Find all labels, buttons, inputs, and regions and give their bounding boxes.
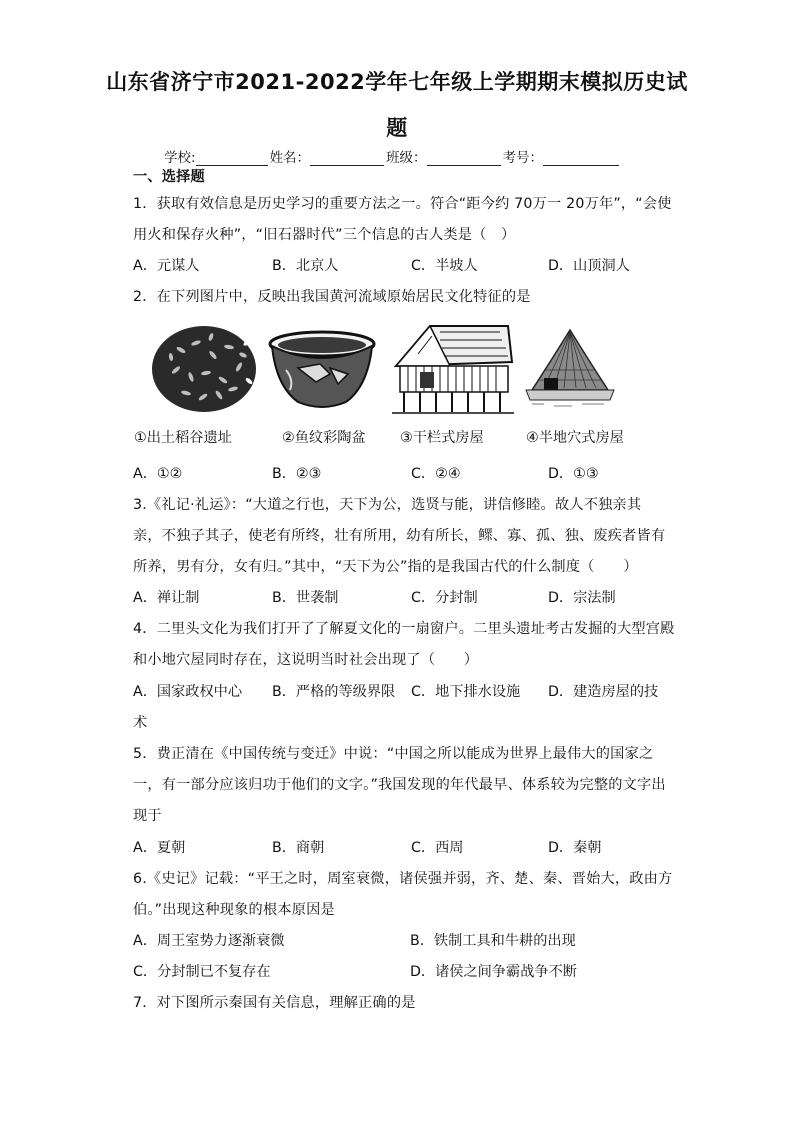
- caption-2: ②鱼纹彩陶盆: [282, 430, 366, 446]
- question-6-text: 6.《史记》记载：“平王之时，周室衰微，诸侯强并弱，齐、楚、秦、晋始大，政由方: [133, 871, 673, 887]
- question-1-text-cont: 用火和保存火种”，“旧石器时代”三个信息的古人类是（ ）: [133, 227, 516, 243]
- question-6-text-cont: 伯。”出现这种现象的根本原因是: [133, 902, 335, 918]
- q1-option-b[interactable]: B．北京人: [272, 258, 339, 274]
- question-5-text-cont: 一，有一部分应该归功于他们的文字。”我国发现的年代最早、体系较为完整的文字出: [133, 777, 666, 793]
- q3-option-b[interactable]: B．世袭制: [272, 590, 339, 606]
- q4-option-d[interactable]: D．建造房屋的技: [548, 684, 659, 700]
- question-3-text: 3.《礼记·礼运》：“大道之行也，天下为公，选贤与能，讲信修睦。故人不独亲其: [133, 497, 642, 513]
- question-1-text: 1．获取有效信息是历史学习的重要方法之一。符合“距今约 70万一 20万年”，“会使: [133, 196, 672, 212]
- question-5-text: 5．费正清在《中国传统与变迁》中说：“中国之所以能成为世界上最伟大的国家之: [133, 746, 654, 762]
- fish-pottery-basin-image: [268, 330, 376, 412]
- q6-option-a[interactable]: A．周王室势力逐渐衰微: [133, 933, 285, 949]
- exam-no-label: 考号：: [502, 150, 544, 166]
- caption-1: ①出土稻谷遗址: [134, 430, 232, 446]
- rice-grain-image: [151, 325, 257, 413]
- q4-option-b[interactable]: B．严格的等级界限: [272, 684, 396, 700]
- page-title: 山东省济宁市2021-2022学年七年级上学期期末模拟历史试: [106, 70, 688, 94]
- q1-option-d[interactable]: D．山顶洞人: [548, 258, 630, 274]
- q3-option-a[interactable]: A．禅让制: [133, 590, 200, 606]
- q5-option-c[interactable]: C．西周: [411, 840, 464, 856]
- q1-option-a[interactable]: A．元谋人: [133, 258, 200, 274]
- q2-option-d[interactable]: D．①③: [548, 466, 599, 482]
- q5-option-a[interactable]: A．夏朝: [133, 840, 186, 856]
- class-field[interactable]: [427, 151, 501, 166]
- q3-option-d[interactable]: D．宗法制: [548, 590, 616, 606]
- school-label: 学校:: [164, 150, 196, 166]
- class-label: 班级：: [386, 150, 427, 166]
- name-label: 姓名：: [269, 150, 311, 166]
- student-info-row: [164, 146, 621, 166]
- caption-3: ③干栏式房屋: [400, 430, 484, 446]
- q4-option-c[interactable]: C．地下排水设施: [411, 684, 521, 700]
- exam-no-field[interactable]: [543, 151, 619, 166]
- q2-option-a[interactable]: A．①②: [133, 466, 183, 482]
- q1-option-c[interactable]: C．半坡人: [411, 258, 478, 274]
- q5-option-d[interactable]: D．秦朝: [548, 840, 602, 856]
- question-3-text-cont: 亲，不独子其子，使老有所终，壮有所用，幼有所长，鳏、寡、孤、独、废疾者皆有: [133, 528, 666, 544]
- name-field[interactable]: [310, 151, 384, 166]
- semi-subterranean-house-image: [524, 326, 616, 414]
- q5-option-b[interactable]: B．商朝: [272, 840, 325, 856]
- question-7-text: 7．对下图所示秦国有关信息，理解正确的是: [133, 995, 416, 1011]
- q6-option-b[interactable]: B．铁制工具和牛耕的出现: [410, 933, 576, 949]
- q3-option-c[interactable]: C．分封制: [411, 590, 478, 606]
- section-heading: 一、选择题: [133, 169, 205, 185]
- page-title-cont: 题: [386, 116, 408, 140]
- school-field[interactable]: [196, 151, 268, 166]
- caption-4: ④半地穴式房屋: [526, 430, 624, 446]
- question-5-text-cont2: 现于: [133, 808, 162, 824]
- stilt-house-image: [390, 322, 516, 417]
- q2-option-c[interactable]: C．②④: [411, 466, 461, 482]
- question-4-text-cont: 和小地穴屋同时存在，这说明当时社会出现了（ ）: [133, 652, 479, 668]
- q6-option-d[interactable]: D．诸侯之间争霸战争不断: [410, 964, 577, 980]
- q6-option-c[interactable]: C．分封制已不复存在: [133, 964, 271, 980]
- q2-option-b[interactable]: B．②③: [272, 466, 322, 482]
- q4-option-a[interactable]: A．国家政权中心: [133, 684, 243, 700]
- question-4-text: 4．二里头文化为我们打开了了解夏文化的一扇窗户。二里头遗址考古发掘的大型宫殿: [133, 621, 675, 637]
- question-2-text: 2．在下列图片中，反映出我国黄河流域原始居民文化特征的是: [133, 289, 531, 305]
- question-3-text-cont2: 所养，男有分，女有归。”其中，“天下为公”指的是我国古代的什么制度（ ）: [133, 559, 638, 575]
- q4-option-d-cont: 术: [133, 715, 148, 731]
